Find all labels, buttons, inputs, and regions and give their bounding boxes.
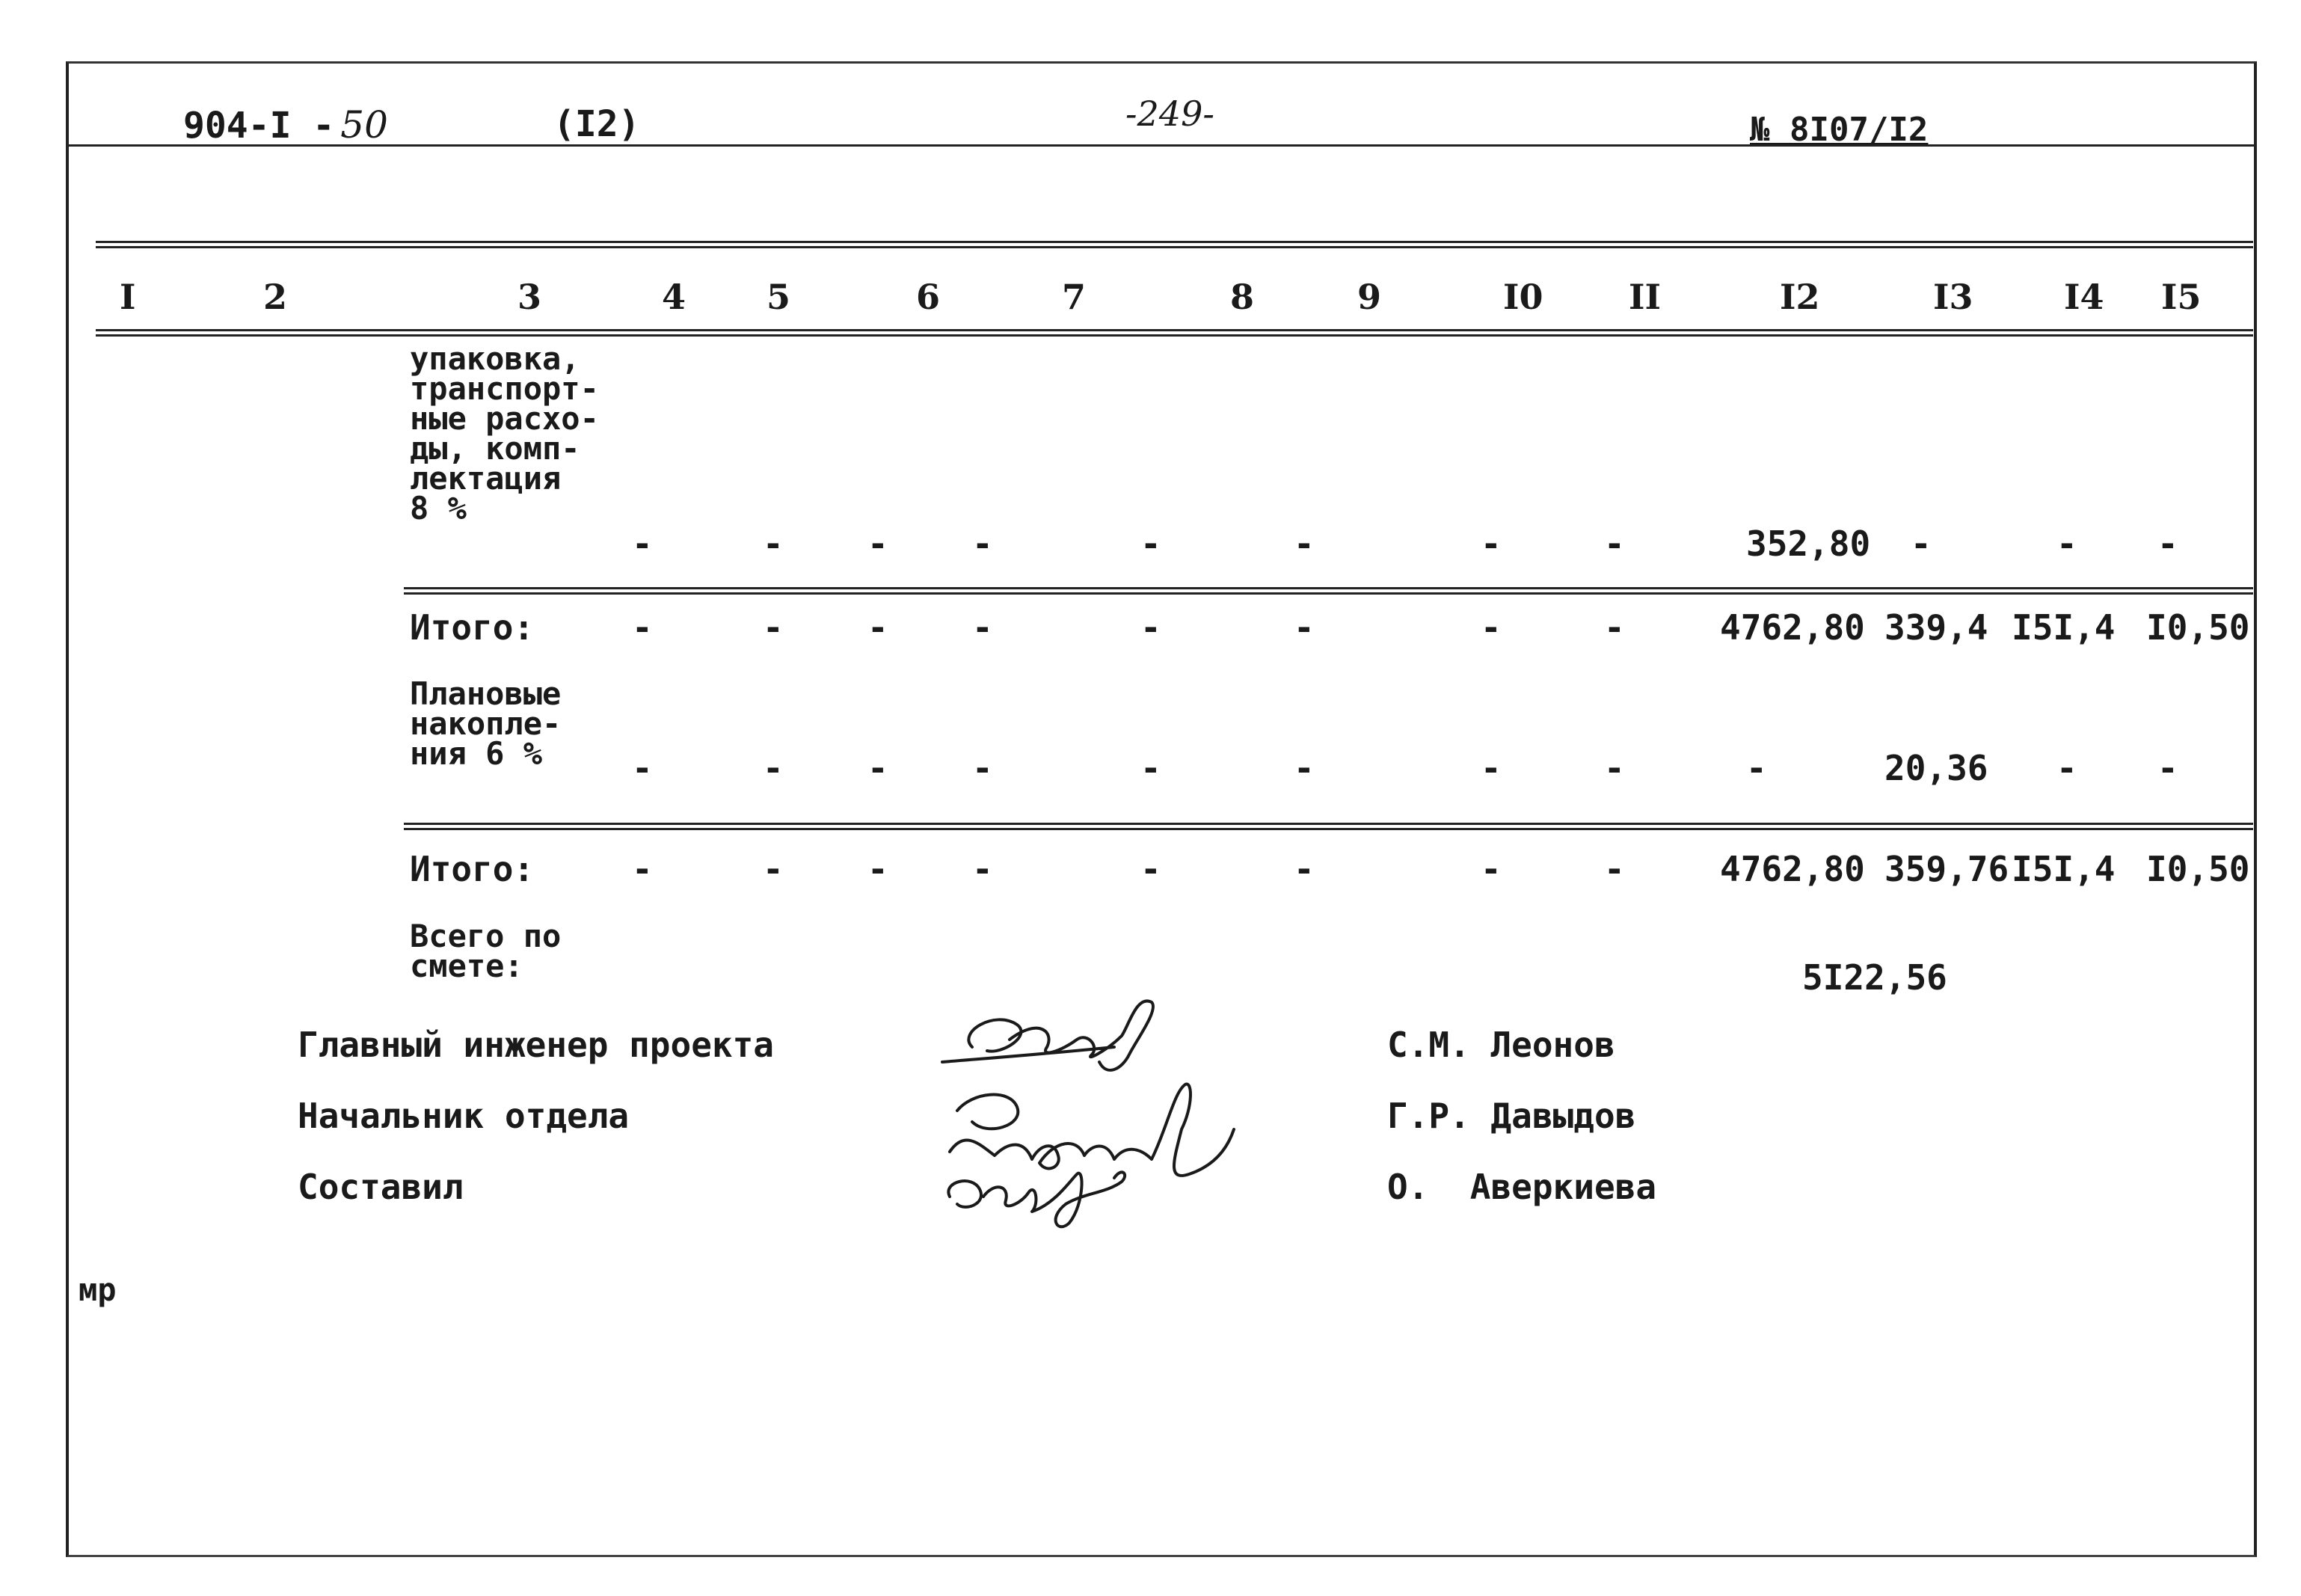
- dash-cell: -: [867, 748, 888, 788]
- dash-cell: -: [763, 607, 784, 648]
- value-cell: 4762,80: [1720, 607, 1865, 648]
- page-number: -249-: [1125, 93, 1214, 134]
- value-cell: -: [2157, 524, 2178, 564]
- value-cell: 20,36: [1884, 748, 1988, 788]
- signatory-name: С.М. Леонов: [1387, 1025, 1615, 1065]
- value-cell: 339,4: [1884, 607, 1988, 648]
- dash-cell: -: [1481, 748, 1502, 788]
- value-cell: -: [1746, 748, 1767, 788]
- dash-cell: -: [1294, 849, 1315, 889]
- column-number: I0: [1503, 277, 1543, 317]
- column-number: I4: [2064, 277, 2104, 317]
- dash-cell: -: [632, 748, 653, 788]
- dash-cell: -: [867, 524, 888, 564]
- signatory-role: Начальник отдела: [298, 1096, 630, 1136]
- column-number: I5: [2161, 277, 2202, 317]
- value-cell: I5I,4: [2012, 849, 2116, 889]
- grand-total: 5I22,56: [1802, 957, 1947, 998]
- dash-cell: -: [763, 748, 784, 788]
- dash-cell: -: [972, 849, 993, 889]
- dash-cell: -: [632, 607, 653, 648]
- column-number: 8: [1230, 277, 1255, 317]
- row-label: Итого:: [410, 607, 535, 648]
- signatory-role: Составил: [298, 1167, 464, 1207]
- dash-cell: -: [972, 748, 993, 788]
- column-number: 6: [916, 277, 941, 317]
- column-number: 4: [662, 277, 686, 317]
- column-number: 7: [1062, 277, 1087, 317]
- dash-cell: -: [867, 849, 888, 889]
- dash-cell: -: [1140, 607, 1161, 648]
- value-cell: -: [2056, 524, 2077, 564]
- row-label: Всего по смете:: [410, 918, 562, 984]
- dash-cell: -: [1481, 524, 1502, 564]
- footer-mark: мр: [79, 1271, 117, 1308]
- dash-cell: -: [867, 607, 888, 648]
- dash-cell: -: [972, 524, 993, 564]
- row-label: упаковка, транспорт- ные расхо- ды, комп- лектация 8 %: [410, 340, 599, 527]
- dash-cell: -: [1604, 748, 1625, 788]
- value-cell: I0,50: [2146, 607, 2250, 648]
- handwritten-signatures: [927, 980, 1271, 1234]
- column-number: I2: [1780, 277, 1820, 317]
- value-cell: I0,50: [2146, 849, 2250, 889]
- dash-cell: -: [763, 524, 784, 564]
- dash-cell: -: [1604, 607, 1625, 648]
- value-cell: -: [2056, 748, 2077, 788]
- column-number: 2: [263, 277, 288, 317]
- dash-cell: -: [1604, 524, 1625, 564]
- dash-cell: -: [632, 849, 653, 889]
- page-frame: [66, 61, 2257, 1557]
- value-cell: 4762,80: [1720, 849, 1865, 889]
- doc-code: 904-I - 50: [183, 103, 388, 147]
- dash-cell: -: [632, 524, 653, 564]
- signatory-name: Г.Р. Давыдов: [1387, 1096, 1636, 1136]
- row-label: Итого:: [410, 849, 535, 889]
- value-cell: -: [2157, 748, 2178, 788]
- value-cell: 352,80: [1746, 524, 1871, 564]
- row-label: Плановые накопле- ния 6 %: [410, 675, 562, 772]
- dash-cell: -: [1140, 748, 1161, 788]
- doc-number: № 8I07/I2: [1750, 111, 1929, 149]
- dash-cell: -: [1481, 607, 1502, 648]
- dash-cell: -: [1140, 524, 1161, 564]
- dash-cell: -: [1481, 849, 1502, 889]
- value-cell: 359,76: [1884, 849, 2009, 889]
- dash-cell: -: [1294, 748, 1315, 788]
- section-number: (I2): [553, 103, 640, 145]
- value-cell: I5I,4: [2012, 607, 2116, 648]
- dash-cell: -: [763, 849, 784, 889]
- dash-cell: -: [972, 607, 993, 648]
- header-divider: [66, 144, 2257, 147]
- column-number: 5: [767, 277, 791, 317]
- signatory-name: О. Аверкиева: [1387, 1167, 1657, 1207]
- table-top-rule: [96, 241, 2253, 248]
- dash-cell: -: [1294, 524, 1315, 564]
- dash-cell: -: [1294, 607, 1315, 648]
- dash-cell: -: [1140, 849, 1161, 889]
- column-header-rule: [96, 329, 2253, 337]
- subtotal-rule: [404, 823, 2253, 830]
- column-number: II: [1629, 277, 1662, 317]
- subtotal-rule: [404, 587, 2253, 595]
- column-number: I: [120, 277, 136, 317]
- column-number: I3: [1933, 277, 1973, 317]
- value-cell: -: [1911, 524, 1932, 564]
- column-number: 3: [517, 277, 542, 317]
- column-number: 9: [1357, 277, 1382, 317]
- signatory-role: Главный инженер проекта: [298, 1025, 774, 1065]
- dash-cell: -: [1604, 849, 1625, 889]
